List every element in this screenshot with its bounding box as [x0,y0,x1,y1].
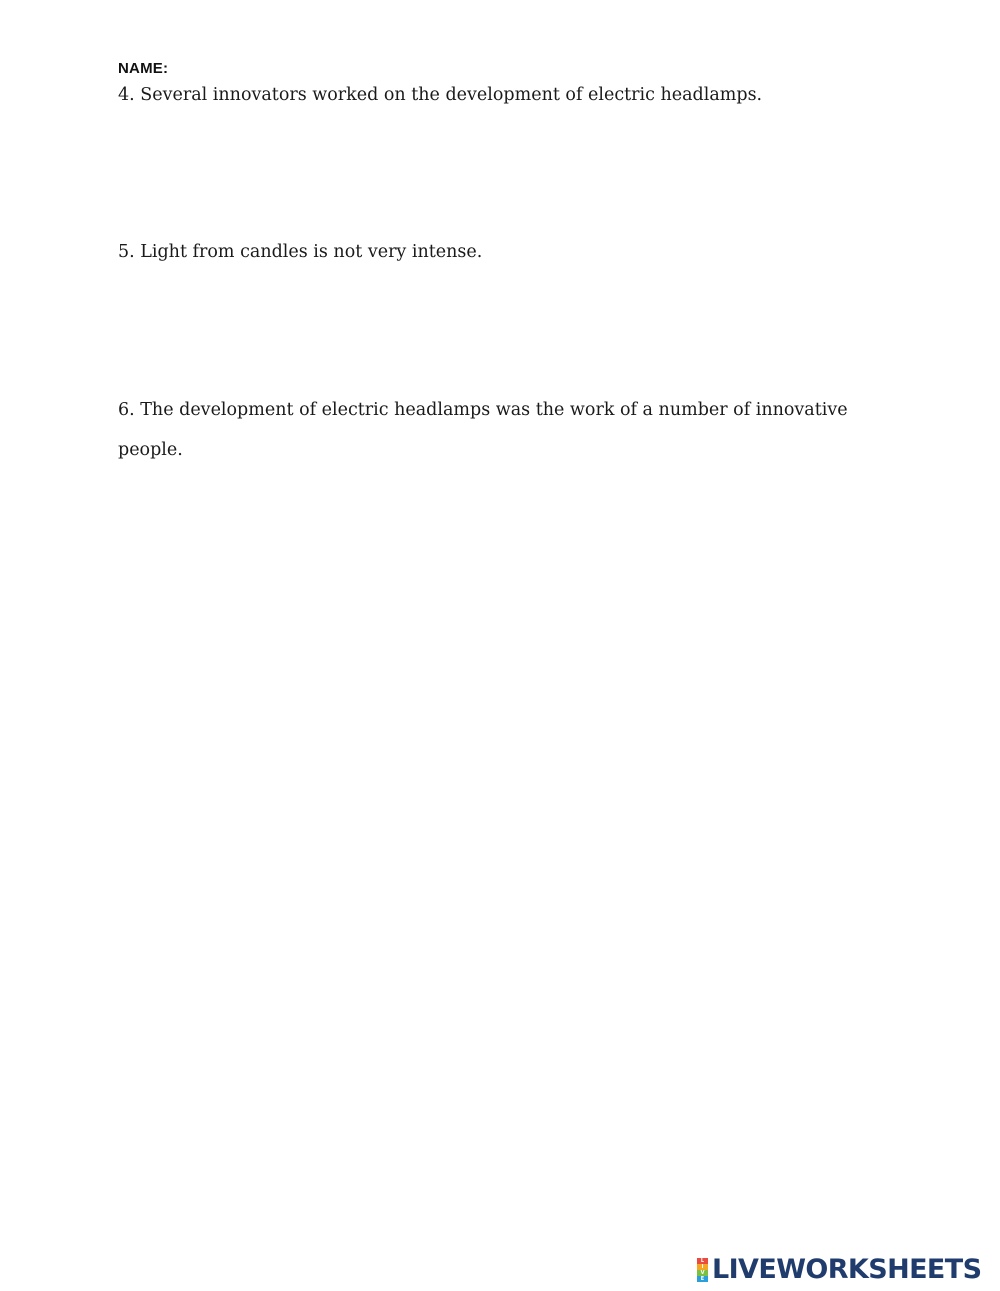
name-label: NAME: [118,60,169,77]
brand-text: LIVEWORKSHEETS [712,1254,982,1285]
logo-block-i: I [697,1264,708,1270]
sentence-4: 4. Several innovators worked on the development of electric headlamps. [118,85,763,105]
sentence-6-line-1: 6. The development of electric headlamps was the work of a number of innovative [118,400,848,420]
logo-block-e: E [697,1276,708,1282]
sentence-6-line-2: people. [118,440,183,460]
logo-block-v: V [697,1270,708,1276]
logo-block-l: L [697,1258,708,1264]
sentence-5: 5. Light from candles is not very intense. [118,242,483,262]
liveworksheets-logo-icon [697,1258,708,1282]
liveworksheets-brand [697,1255,981,1285]
